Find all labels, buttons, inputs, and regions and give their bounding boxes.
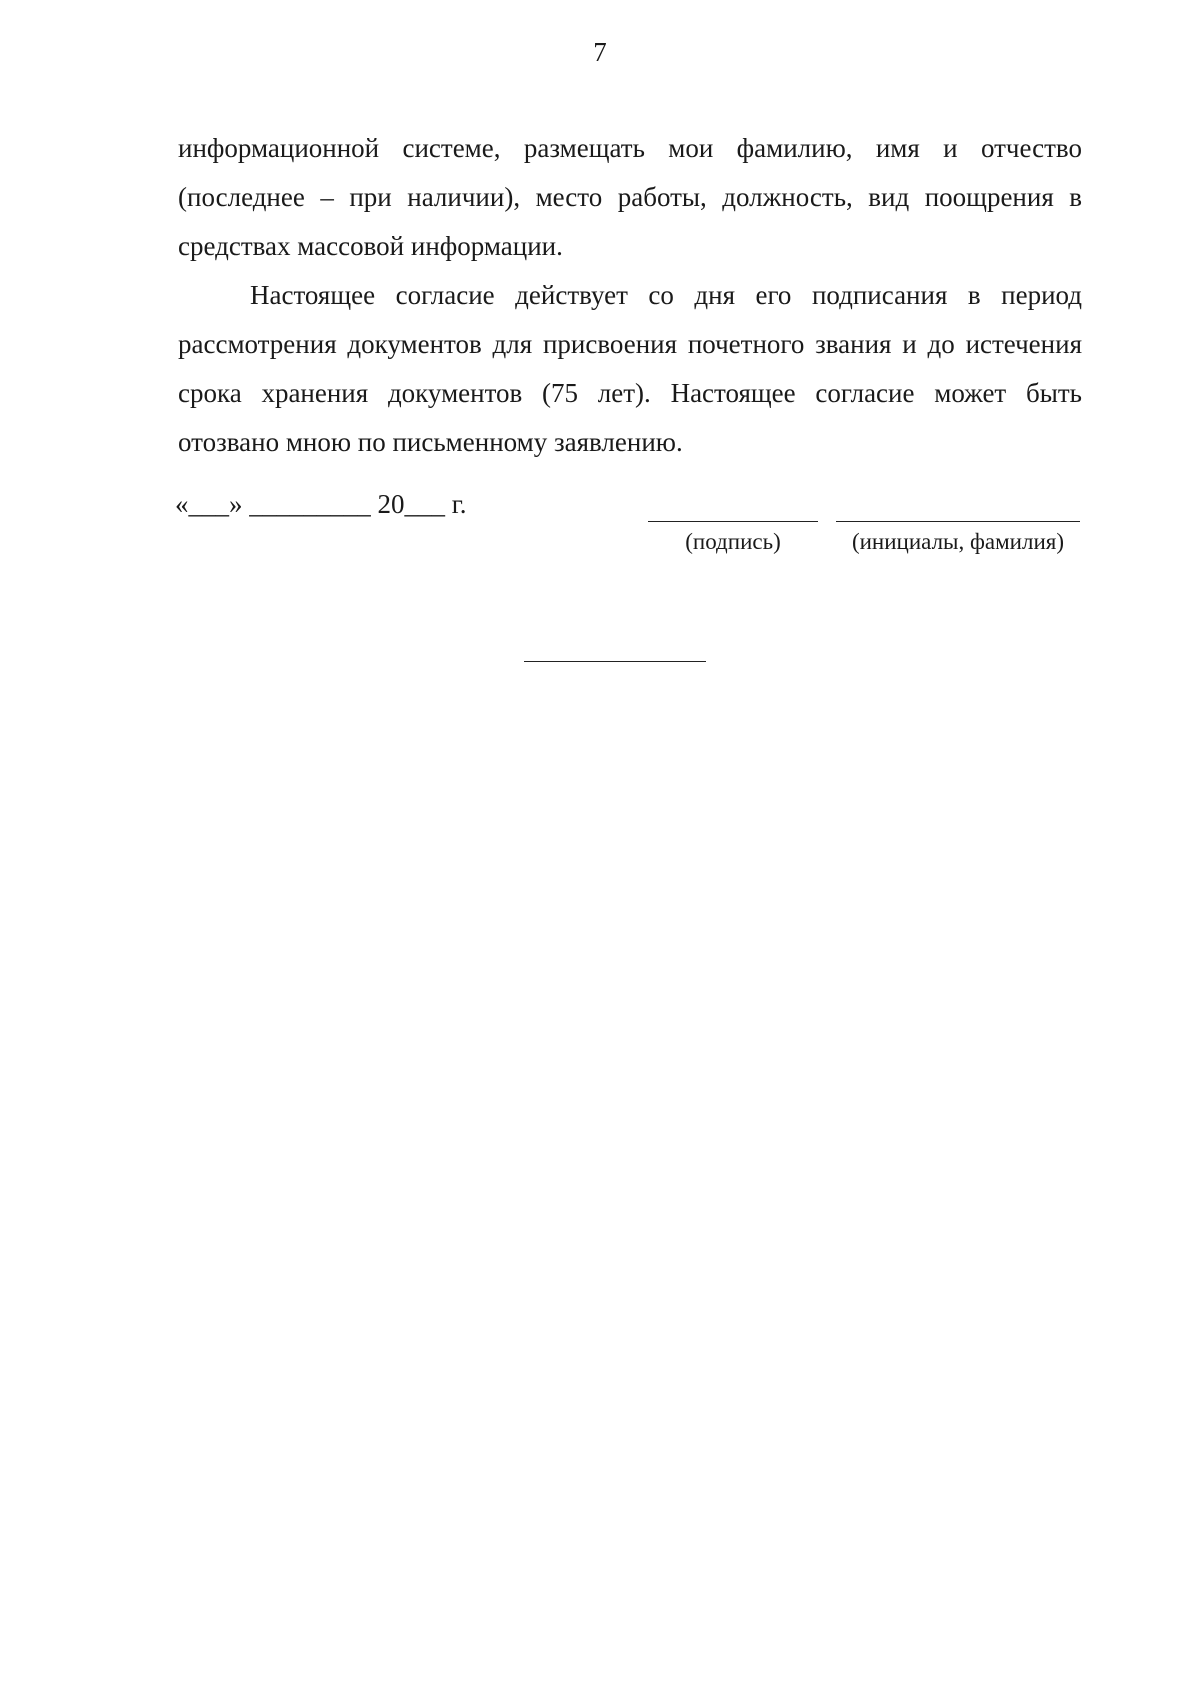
date-fill-line: «___» _________ 20___ г. xyxy=(175,489,467,519)
name-blank-line xyxy=(836,521,1080,522)
name-caption: (инициалы, фамилия) xyxy=(851,529,1065,554)
consent-validity-paragraph: Настоящее согласие действует со дня его подписания в период рассмотрения документов для присвоения почетного звания и до истечения срока хранения документов (75 лет). Настоящее согласие может быть отозвано мною по письменному заявлению. xyxy=(178,280,1082,457)
signature-blank-line xyxy=(648,521,818,522)
consent-paragraph-continuation: информационной системе, размещать мои фамилию, имя и отчество (последнее – при наличии), место работы, должность, вид поощрения в средствах массовой информации. xyxy=(178,133,1082,261)
page-number: 7 xyxy=(593,37,607,67)
signature-caption: (подпись) xyxy=(685,529,781,554)
end-of-document-rule xyxy=(524,661,706,662)
